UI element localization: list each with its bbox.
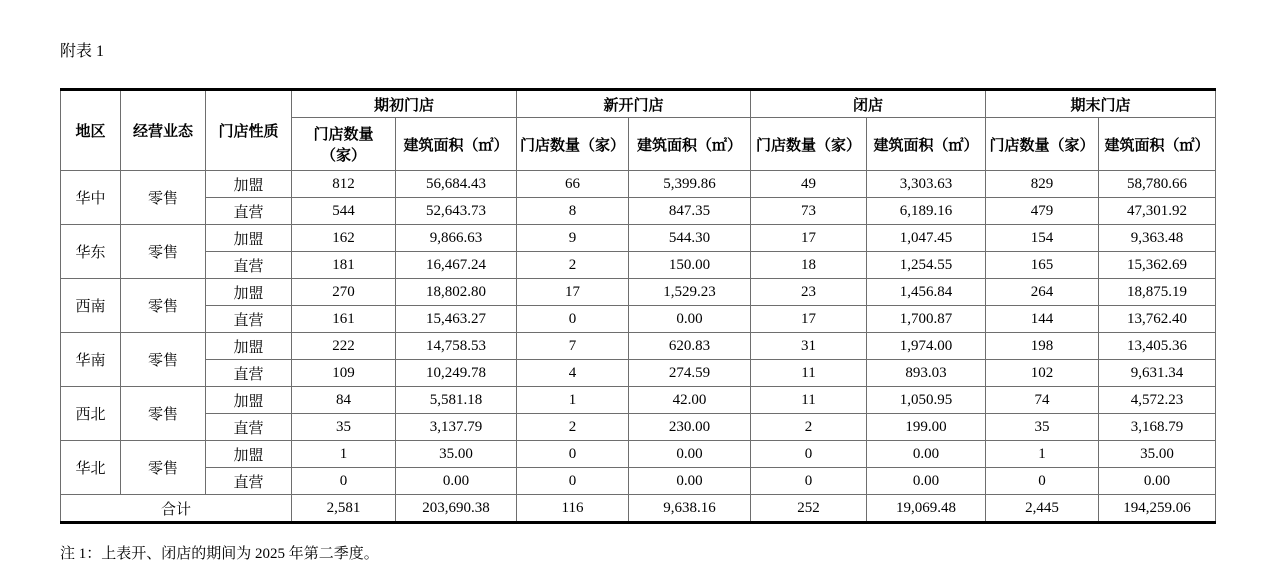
table-row <box>61 171 1216 198</box>
total-value-cell: 203,690.38 <box>396 495 517 523</box>
value-cell: 4 <box>517 360 629 387</box>
sub-header-count-new: 门店数量（家） <box>517 118 629 171</box>
value-cell: 58,780.66 <box>1099 171 1216 198</box>
table-row <box>61 441 1216 468</box>
total-value-cell: 2,581 <box>292 495 396 523</box>
value-cell: 11 <box>751 360 867 387</box>
sub-header-count-line1: 门店数量 <box>313 127 374 143</box>
store-type-cell: 加盟 <box>206 279 292 306</box>
sub-header-count-ending: 门店数量（家） <box>986 118 1099 171</box>
store-type-cell: 加盟 <box>206 225 292 252</box>
col-header-region: 地区 <box>61 90 121 171</box>
total-value-cell: 2,445 <box>986 495 1099 523</box>
value-cell: 1,050.95 <box>867 387 986 414</box>
value-cell: 3,137.79 <box>396 414 517 441</box>
table-row <box>61 198 1216 225</box>
value-cell: 1,456.84 <box>867 279 986 306</box>
value-cell: 47,301.92 <box>1099 198 1216 225</box>
col-header-business-type: 经营业态 <box>121 90 206 171</box>
sub-header-count-beginning <box>292 118 396 171</box>
group-header-closed-stores: 闭店 <box>751 90 986 118</box>
store-type-cell: 直营 <box>206 414 292 441</box>
value-cell: 3,303.63 <box>867 171 986 198</box>
value-cell: 2 <box>517 252 629 279</box>
store-type-cell: 加盟 <box>206 441 292 468</box>
value-cell: 35 <box>292 414 396 441</box>
value-cell: 230.00 <box>629 414 751 441</box>
value-cell: 18,802.80 <box>396 279 517 306</box>
region-cell: 西北 <box>61 387 121 441</box>
sub-header-area-new: 建筑面积（㎡） <box>629 118 751 171</box>
store-type-cell: 直营 <box>206 198 292 225</box>
value-cell: 15,362.69 <box>1099 252 1216 279</box>
value-cell: 198 <box>986 333 1099 360</box>
value-cell: 0 <box>751 468 867 495</box>
value-cell: 150.00 <box>629 252 751 279</box>
value-cell: 274.59 <box>629 360 751 387</box>
total-value-cell: 194,259.06 <box>1099 495 1216 523</box>
value-cell: 0 <box>292 468 396 495</box>
value-cell: 56,684.43 <box>396 171 517 198</box>
business-cell: 零售 <box>121 441 206 495</box>
value-cell: 161 <box>292 306 396 333</box>
value-cell: 17 <box>517 279 629 306</box>
value-cell: 18 <box>751 252 867 279</box>
value-cell: 544 <box>292 198 396 225</box>
value-cell: 264 <box>986 279 1099 306</box>
value-cell: 0.00 <box>629 468 751 495</box>
value-cell: 1,529.23 <box>629 279 751 306</box>
value-cell: 14,758.53 <box>396 333 517 360</box>
value-cell: 49 <box>751 171 867 198</box>
value-cell: 144 <box>986 306 1099 333</box>
value-cell: 270 <box>292 279 396 306</box>
footnote: 注 1：上表开、闭店的期间为 2025 年第二季度。 <box>60 546 379 562</box>
sub-header-count-line2: （家） <box>320 148 366 164</box>
value-cell: 10,249.78 <box>396 360 517 387</box>
business-cell: 零售 <box>121 333 206 387</box>
value-cell: 0.00 <box>867 441 986 468</box>
value-cell: 9,363.48 <box>1099 225 1216 252</box>
value-cell: 7 <box>517 333 629 360</box>
store-report-table <box>60 88 1216 524</box>
value-cell: 109 <box>292 360 396 387</box>
value-cell: 102 <box>986 360 1099 387</box>
value-cell: 9,866.63 <box>396 225 517 252</box>
total-value-cell: 9,638.16 <box>629 495 751 523</box>
table-row <box>61 252 1216 279</box>
value-cell: 11 <box>751 387 867 414</box>
value-cell: 620.83 <box>629 333 751 360</box>
value-cell: 0 <box>517 441 629 468</box>
value-cell: 1,974.00 <box>867 333 986 360</box>
value-cell: 15,463.27 <box>396 306 517 333</box>
value-cell: 812 <box>292 171 396 198</box>
value-cell: 13,405.36 <box>1099 333 1216 360</box>
value-cell: 35.00 <box>1099 441 1216 468</box>
store-type-cell: 加盟 <box>206 387 292 414</box>
total-value-cell: 19,069.48 <box>867 495 986 523</box>
store-type-cell: 加盟 <box>206 171 292 198</box>
total-label: 合计 <box>61 495 292 523</box>
value-cell: 13,762.40 <box>1099 306 1216 333</box>
value-cell: 1,047.45 <box>867 225 986 252</box>
value-cell: 222 <box>292 333 396 360</box>
value-cell: 165 <box>986 252 1099 279</box>
group-header-new-stores: 新开门店 <box>517 90 751 118</box>
value-cell: 1,254.55 <box>867 252 986 279</box>
total-value-cell: 116 <box>517 495 629 523</box>
value-cell: 199.00 <box>867 414 986 441</box>
business-cell: 零售 <box>121 279 206 333</box>
value-cell: 893.03 <box>867 360 986 387</box>
value-cell: 2 <box>751 414 867 441</box>
value-cell: 5,581.18 <box>396 387 517 414</box>
sub-header-area-ending: 建筑面积（㎡） <box>1099 118 1216 171</box>
value-cell: 84 <box>292 387 396 414</box>
value-cell: 16,467.24 <box>396 252 517 279</box>
store-type-cell: 加盟 <box>206 333 292 360</box>
value-cell: 74 <box>986 387 1099 414</box>
value-cell: 23 <box>751 279 867 306</box>
value-cell: 4,572.23 <box>1099 387 1216 414</box>
store-type-cell: 直营 <box>206 360 292 387</box>
table-row <box>61 225 1216 252</box>
value-cell: 0 <box>751 441 867 468</box>
sub-header-area-beginning: 建筑面积（㎡） <box>396 118 517 171</box>
value-cell: 35 <box>986 414 1099 441</box>
value-cell: 9 <box>517 225 629 252</box>
page-title: 附表 1 <box>60 43 105 60</box>
region-cell: 华中 <box>61 171 121 225</box>
value-cell: 829 <box>986 171 1099 198</box>
value-cell: 73 <box>751 198 867 225</box>
store-type-cell: 直营 <box>206 468 292 495</box>
value-cell: 1 <box>986 441 1099 468</box>
value-cell: 0.00 <box>396 468 517 495</box>
col-header-store-nature: 门店性质 <box>206 90 292 171</box>
value-cell: 31 <box>751 333 867 360</box>
value-cell: 0 <box>517 306 629 333</box>
value-cell: 8 <box>517 198 629 225</box>
total-value-cell: 252 <box>751 495 867 523</box>
value-cell: 162 <box>292 225 396 252</box>
region-cell: 华北 <box>61 441 121 495</box>
value-cell: 5,399.86 <box>629 171 751 198</box>
region-cell: 华南 <box>61 333 121 387</box>
value-cell: 181 <box>292 252 396 279</box>
value-cell: 0.00 <box>867 468 986 495</box>
value-cell: 0.00 <box>629 306 751 333</box>
value-cell: 35.00 <box>396 441 517 468</box>
store-type-cell: 直营 <box>206 252 292 279</box>
value-cell: 154 <box>986 225 1099 252</box>
value-cell: 0 <box>986 468 1099 495</box>
table-row <box>61 279 1216 306</box>
value-cell: 66 <box>517 171 629 198</box>
value-cell: 0.00 <box>629 441 751 468</box>
header-group-row <box>61 90 1216 118</box>
value-cell: 0 <box>517 468 629 495</box>
table-row <box>61 387 1216 414</box>
value-cell: 847.35 <box>629 198 751 225</box>
value-cell: 544.30 <box>629 225 751 252</box>
sub-header-count-closed: 门店数量（家） <box>751 118 867 171</box>
value-cell: 3,168.79 <box>1099 414 1216 441</box>
table-row <box>61 333 1216 360</box>
table-row <box>61 306 1216 333</box>
value-cell: 18,875.19 <box>1099 279 1216 306</box>
total-row <box>61 495 1216 523</box>
value-cell: 17 <box>751 306 867 333</box>
group-header-ending-stores: 期末门店 <box>986 90 1216 118</box>
value-cell: 17 <box>751 225 867 252</box>
value-cell: 9,631.34 <box>1099 360 1216 387</box>
value-cell: 479 <box>986 198 1099 225</box>
value-cell: 1 <box>517 387 629 414</box>
store-type-cell: 直营 <box>206 306 292 333</box>
value-cell: 2 <box>517 414 629 441</box>
value-cell: 52,643.73 <box>396 198 517 225</box>
region-cell: 西南 <box>61 279 121 333</box>
region-cell: 华东 <box>61 225 121 279</box>
table-row <box>61 360 1216 387</box>
table-row <box>61 468 1216 495</box>
group-header-beginning-stores: 期初门店 <box>292 90 517 118</box>
value-cell: 0.00 <box>1099 468 1216 495</box>
value-cell: 1,700.87 <box>867 306 986 333</box>
value-cell: 6,189.16 <box>867 198 986 225</box>
business-cell: 零售 <box>121 225 206 279</box>
business-cell: 零售 <box>121 171 206 225</box>
business-cell: 零售 <box>121 387 206 441</box>
value-cell: 1 <box>292 441 396 468</box>
table-row <box>61 414 1216 441</box>
value-cell: 42.00 <box>629 387 751 414</box>
sub-header-area-closed: 建筑面积（㎡） <box>867 118 986 171</box>
